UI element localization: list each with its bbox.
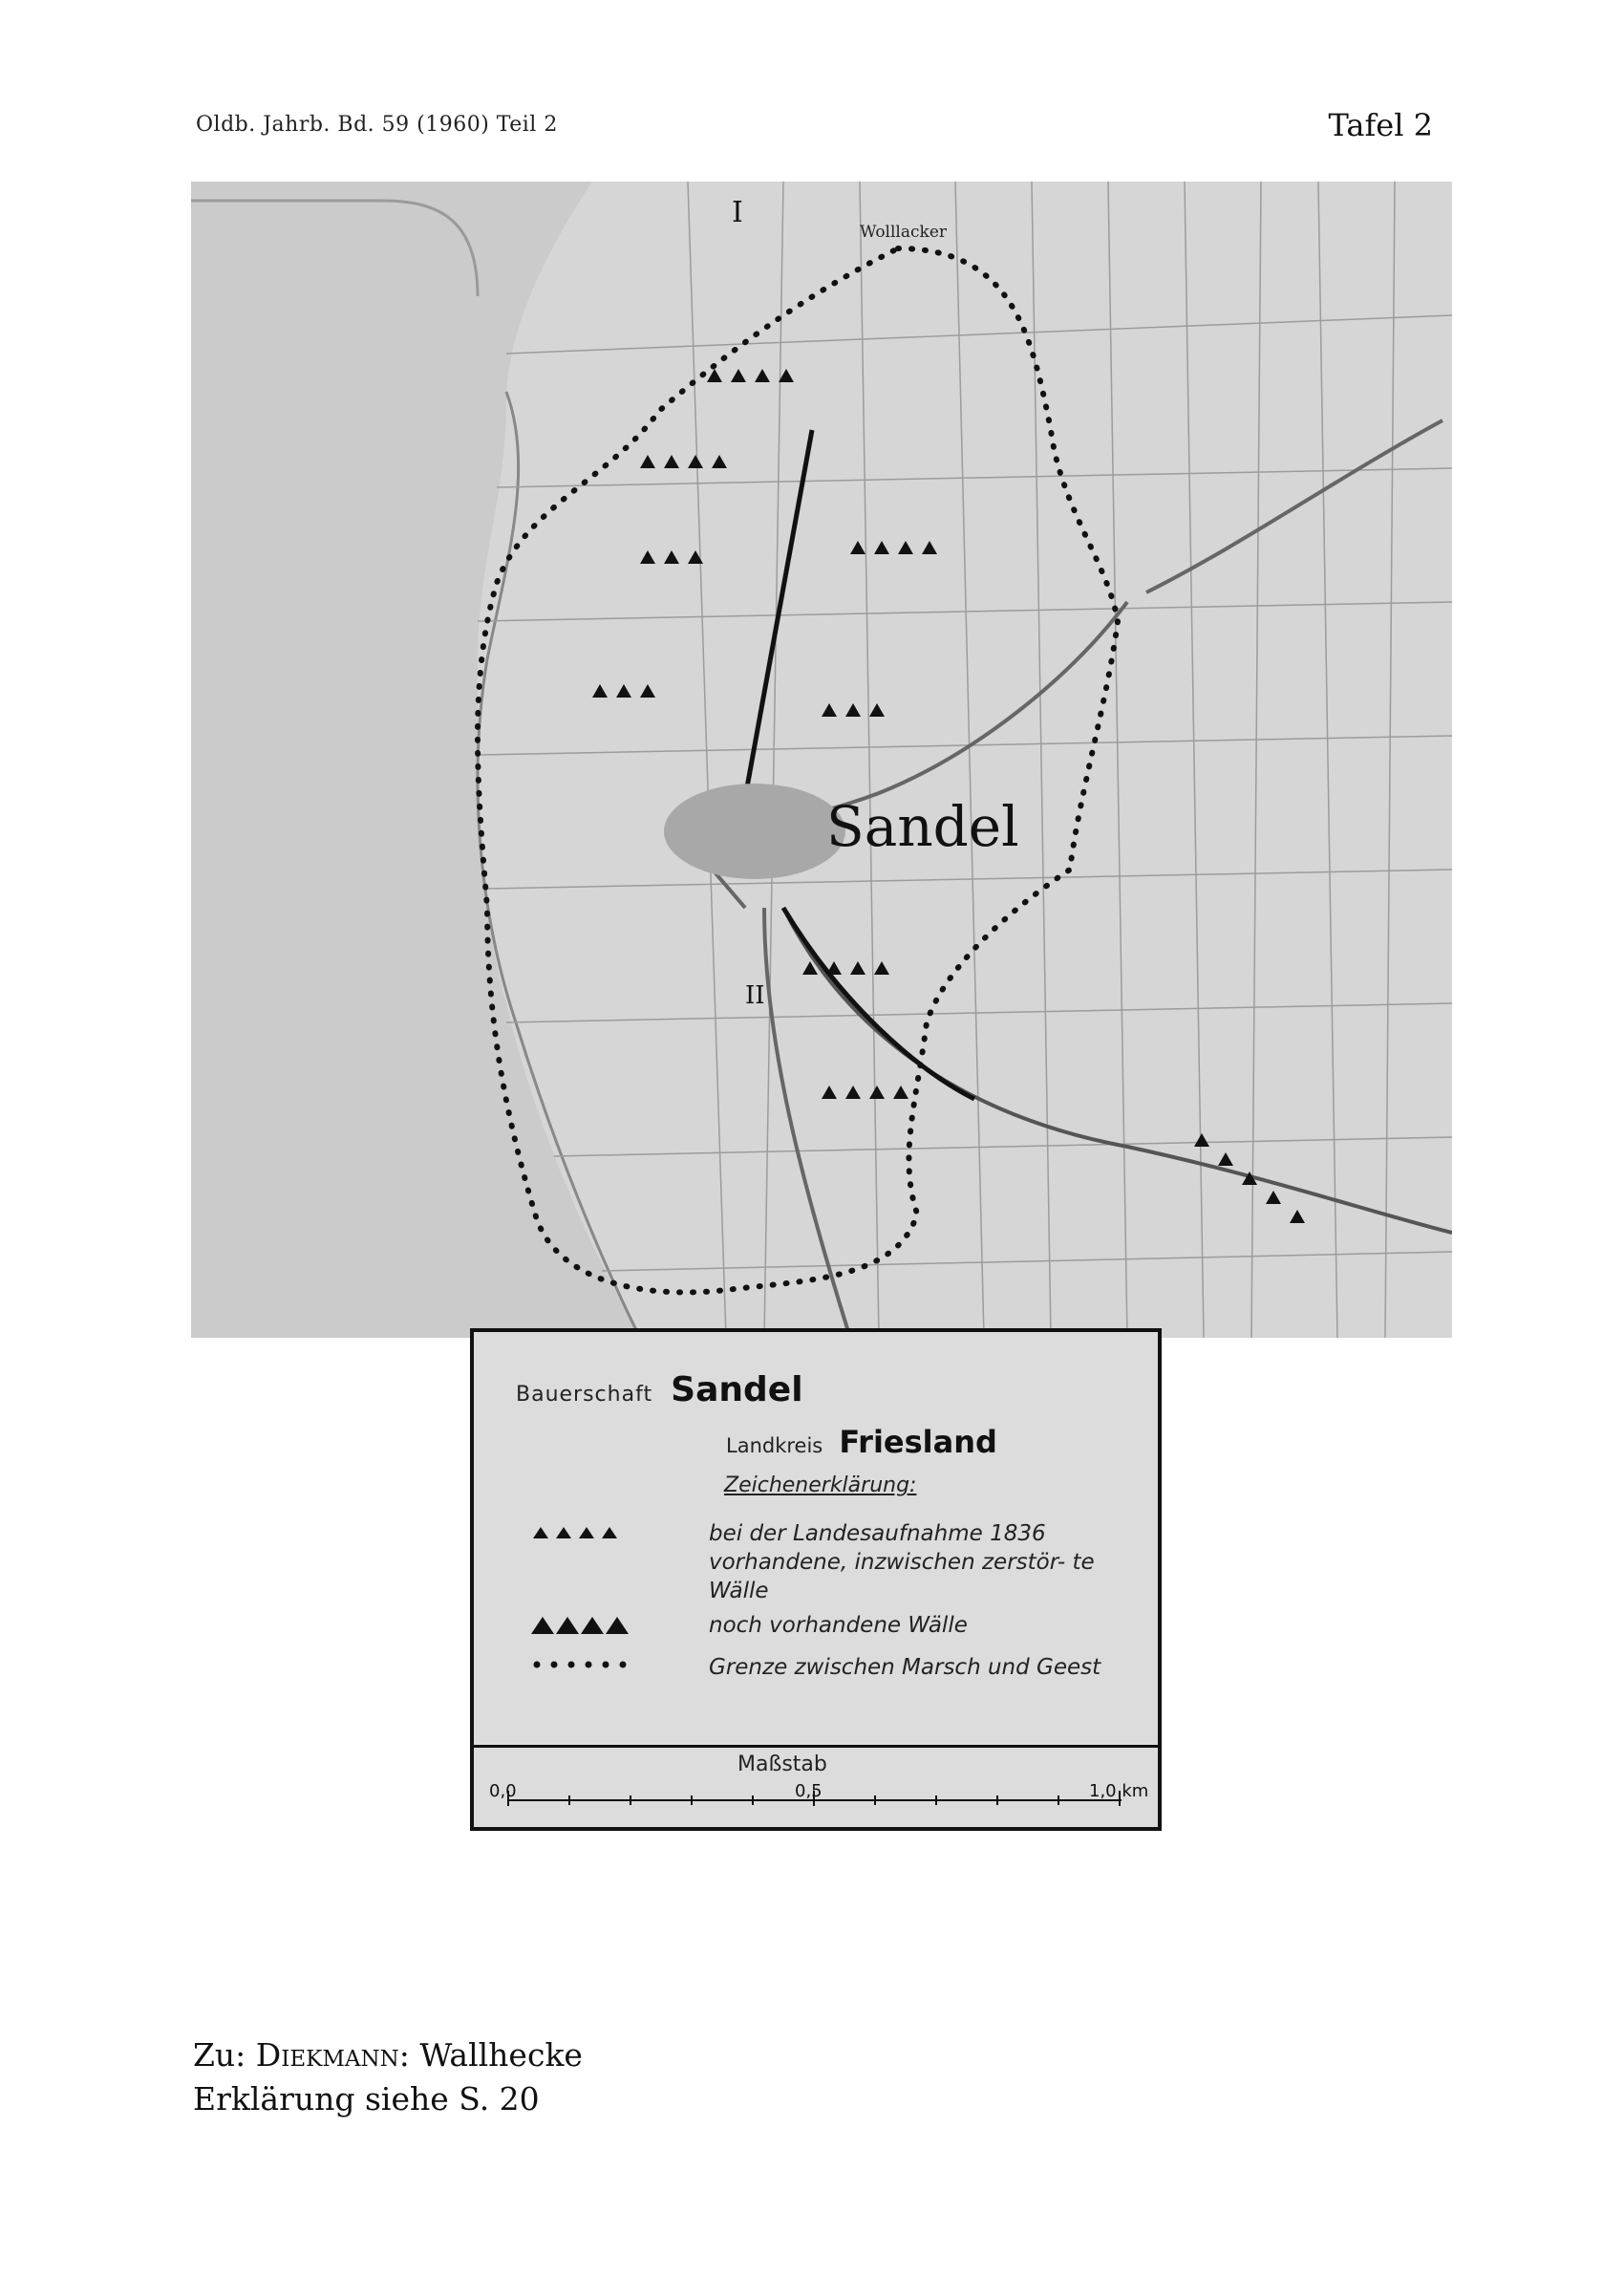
- scale-divider: [474, 1745, 1158, 1748]
- small-triangles-icon: [531, 1523, 636, 1542]
- map-drawing: [191, 182, 1452, 1338]
- legend-item-text: Grenze zwischen Marsch und Geest: [709, 1655, 1101, 1680]
- caption-line-2: Erklärung siehe S. 20: [193, 2080, 540, 2118]
- legend-district-row: [726, 1424, 997, 1460]
- legend-item-text: bei der Landesaufnahme 1836 vorhandene, inzwischen zerstör- te Wälle: [709, 1521, 1095, 1603]
- map-label-roman-one: I: [732, 196, 743, 229]
- caption-author: Diekmann: [255, 2036, 399, 2074]
- legend-district-name: Friesland: [839, 1424, 997, 1460]
- legend-district-label: Landkreis: [726, 1434, 823, 1457]
- running-head-journal: Oldb. Jahrb. Bd. 59 (1960) Teil 2: [196, 113, 558, 137]
- caption: [193, 2033, 583, 2121]
- map-photo: [191, 182, 1452, 1338]
- village-center: [664, 784, 845, 879]
- map-label-wolllacker: Wolllacker: [860, 223, 948, 242]
- scale-bar: [489, 1781, 1148, 1816]
- scale-tick-middle: 0,5: [795, 1781, 823, 1801]
- legend-box: [470, 1328, 1162, 1831]
- caption-line-1: [193, 2033, 583, 2077]
- running-head-plate: Tafel 2: [1328, 107, 1433, 143]
- legend-title-label: Bauerschaft: [516, 1383, 653, 1407]
- caption-suffix: : Wallhecke: [398, 2036, 583, 2074]
- large-triangles-icon: [531, 1615, 636, 1638]
- scale-title: Maßstab: [737, 1752, 827, 1776]
- legend-item-text: noch vorhandene Wälle: [709, 1613, 968, 1638]
- scale-tick-end: 1,0 km: [1089, 1781, 1148, 1801]
- legend-title-name: Sandel: [671, 1370, 803, 1409]
- caption-prefix: Zu:: [193, 2036, 256, 2074]
- map-place-label: Sandel: [826, 794, 1019, 859]
- dots-icon: [531, 1657, 636, 1672]
- scale-tick-start: 0,0: [489, 1781, 517, 1801]
- legend-heading: Zeichenerklärung:: [724, 1473, 917, 1497]
- legend-title-row: [516, 1370, 803, 1409]
- map-label-roman-two: II: [745, 981, 765, 1010]
